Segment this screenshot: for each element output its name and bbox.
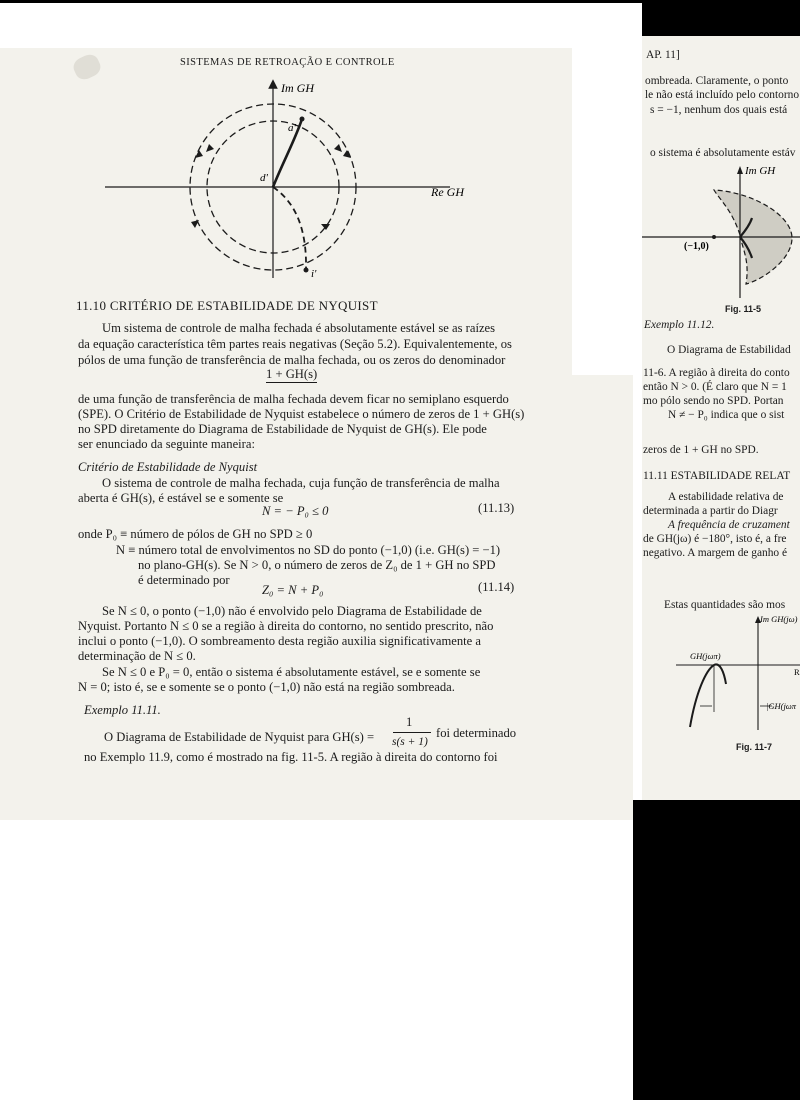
p3-line-1: Se N ≤ 0, o ponto (−1,0) não é envolvido pelo Diagrama de Estabilidade de xyxy=(102,604,482,618)
p3-line-3: inclui o ponto (−1,0). O sombreamento desta região auxilia significativamente a xyxy=(78,634,481,648)
right-mid-line-1: 11-6. A região à direita do conto xyxy=(643,367,790,379)
equation-11-14-number: (11.14) xyxy=(478,580,515,594)
equation-11-14: Z₀ = N + P₀ xyxy=(262,583,324,597)
point-i-dot xyxy=(304,268,309,273)
example-fraction-denominator: s(s + 1) xyxy=(392,736,428,748)
criterion-line-1: O sistema de controle de malha fechada, cuja função de transferência de malha xyxy=(102,476,500,490)
p1-line-1: Um sistema de controle de malha fechada é absolutamente estável se as raízes xyxy=(102,321,496,335)
scan-dark-gutter xyxy=(633,800,800,1100)
right-stab-line-2: determinada a partir do Diagr xyxy=(643,505,778,517)
fig7-caption: Fig. 11-7 xyxy=(736,742,773,752)
p1-line-3: pólos de uma função de transferência de malha fechada, ou os zeros do denominador xyxy=(78,353,506,367)
section-title: 11.10 CRITÉRIO DE ESTABILIDADE DE NYQUIST xyxy=(76,298,378,313)
figure-11-7 xyxy=(676,612,800,732)
right-top-line-2: le não está incluído pelo contorno xyxy=(645,89,800,101)
right-top-line-3: s = −1, nenhum dos quais está xyxy=(650,104,788,116)
right-system-line: o sistema é absolutamente estáv xyxy=(650,147,796,159)
right-top-line-1: ombreada. Claramente, o ponto xyxy=(645,75,789,87)
right-diagram-line: O Diagrama de Estabilidad xyxy=(667,344,791,356)
definition-p0: onde P₀ ≡ número de pólos de GH no SPD ≥ 0 xyxy=(78,527,313,541)
p4-line-2: N = 0; isto é, se e somente se o ponto (−1,0) não está na região sombreada. xyxy=(78,680,455,694)
scan-top-edge xyxy=(0,0,642,3)
fig5-caption: Fig. 11-5 xyxy=(725,304,762,314)
right-estas-line: Estas quantidades são mos xyxy=(664,599,786,611)
p1-line-2: da equação característica têm partes reais negativas (Seção 5.2). Equivalentemente, os xyxy=(78,337,512,351)
eq-center: 1 + GH(s) xyxy=(266,367,318,381)
scan-dark-strip-top xyxy=(642,0,800,36)
re-axis-label: Re GH xyxy=(431,185,464,199)
criterion-title: Critério de Estabilidade de Nyquist xyxy=(78,460,258,474)
definition-n-line-2: no plano-GH(s). Se N > 0, o número de zeros de Z₀ de 1 + GH no SPD xyxy=(138,558,496,572)
running-head: SISTEMAS DE RETROAÇÃO E CONTROLE xyxy=(180,57,395,68)
fig5-im-label: Im GH xyxy=(745,165,776,177)
fig7-abs-label: |GH(jωπ xyxy=(766,701,797,711)
point-i-label: i' xyxy=(311,268,317,280)
p2-line-4: ser enunciado da seguinte maneira: xyxy=(78,437,255,451)
right-stab-line-4: de GH(jω) é −180°, isto é, a fre xyxy=(643,533,787,545)
right-mid-line-2: então N > 0. (É claro que N = 1 xyxy=(643,381,787,393)
example-last-line: no Exemplo 11.9, como é mostrado na fig. 11-5. A região à direita do contorno foi xyxy=(84,750,498,764)
example-text-b: foi determinado xyxy=(436,726,517,740)
p2-line-3: no SPD diretamente do Diagrama de Estabilidade de Nyquist de GH(s). Ele pode xyxy=(78,422,487,436)
example-text-a: O Diagrama de Estabilidade de Nyquist para GH(s) = xyxy=(104,730,375,744)
equation-11-13: N = − P₀ ≤ 0 xyxy=(262,504,329,518)
right-stab-line-3: A frequência de cruzament xyxy=(668,519,790,531)
definition-n-line-3: é determinado por xyxy=(138,573,230,587)
point-a-label: a' xyxy=(288,122,296,134)
example-fraction-numerator: 1 xyxy=(406,715,413,729)
p2-line-2: (SPE). O Critério de Estabilidade de Nyquist estabelece o número de zeros de 1 + GH(s) xyxy=(78,407,525,421)
fig7-re-label: R xyxy=(794,667,800,677)
im-axis-label: Im GH xyxy=(281,81,314,95)
right-stab-line-1: A estabilidade relativa de xyxy=(668,491,784,503)
right-zeros-line: zeros de 1 + GH no SPD. xyxy=(643,444,759,456)
p4-line-1: Se N ≤ 0 e P₀ = 0, então o sistema é absolutamente estável, se e somente se xyxy=(102,665,481,679)
p3-line-4: determinação de N ≤ 0. xyxy=(78,649,196,663)
equation-11-13-number: (11.13) xyxy=(478,501,515,515)
p2-line-1: de uma função de transferência de malha fechada devem ficar no semiplano esquerdo xyxy=(78,392,509,406)
fig7-im-label: Im GH(jω) xyxy=(760,614,798,624)
figure-11-5 xyxy=(642,160,800,300)
section-11-11: 11.11 ESTABILIDADE RELAT xyxy=(643,470,791,482)
right-stab-line-5: negativo. A margem de ganho é xyxy=(643,547,788,559)
right-header: AP. 11] xyxy=(646,49,680,61)
right-mid-line-4: N ≠ − P₀ indica que o sist xyxy=(668,409,785,421)
fig7-gh-label: GH(jωπ) xyxy=(690,651,721,661)
point-d-label: d' xyxy=(260,172,268,184)
definition-n-line-1: N ≡ número total de envolvimentos no SD do ponto (−1,0) (i.e. GH(s) = −1) xyxy=(116,543,501,557)
fig5-point-label: (−1,0) xyxy=(684,241,709,252)
right-mid-line-3: mo pólo sendo no SPD. Portan xyxy=(643,395,784,407)
criterion-line-2: aberta é GH(s), é estável se e somente se xyxy=(78,491,284,505)
example-11-11-title: Exemplo 11.11. xyxy=(84,703,161,717)
p3-line-2: Nyquist. Portanto N ≤ 0 se a região à direita do contorno, no sentido prescrito, não xyxy=(78,619,494,633)
point-a-dot xyxy=(300,117,305,122)
example-fraction-bar xyxy=(393,732,431,733)
example-11-12: Exemplo 11.12. xyxy=(644,319,715,331)
dashed-branch xyxy=(273,187,306,270)
nyquist-figure-11-4 xyxy=(95,78,515,283)
